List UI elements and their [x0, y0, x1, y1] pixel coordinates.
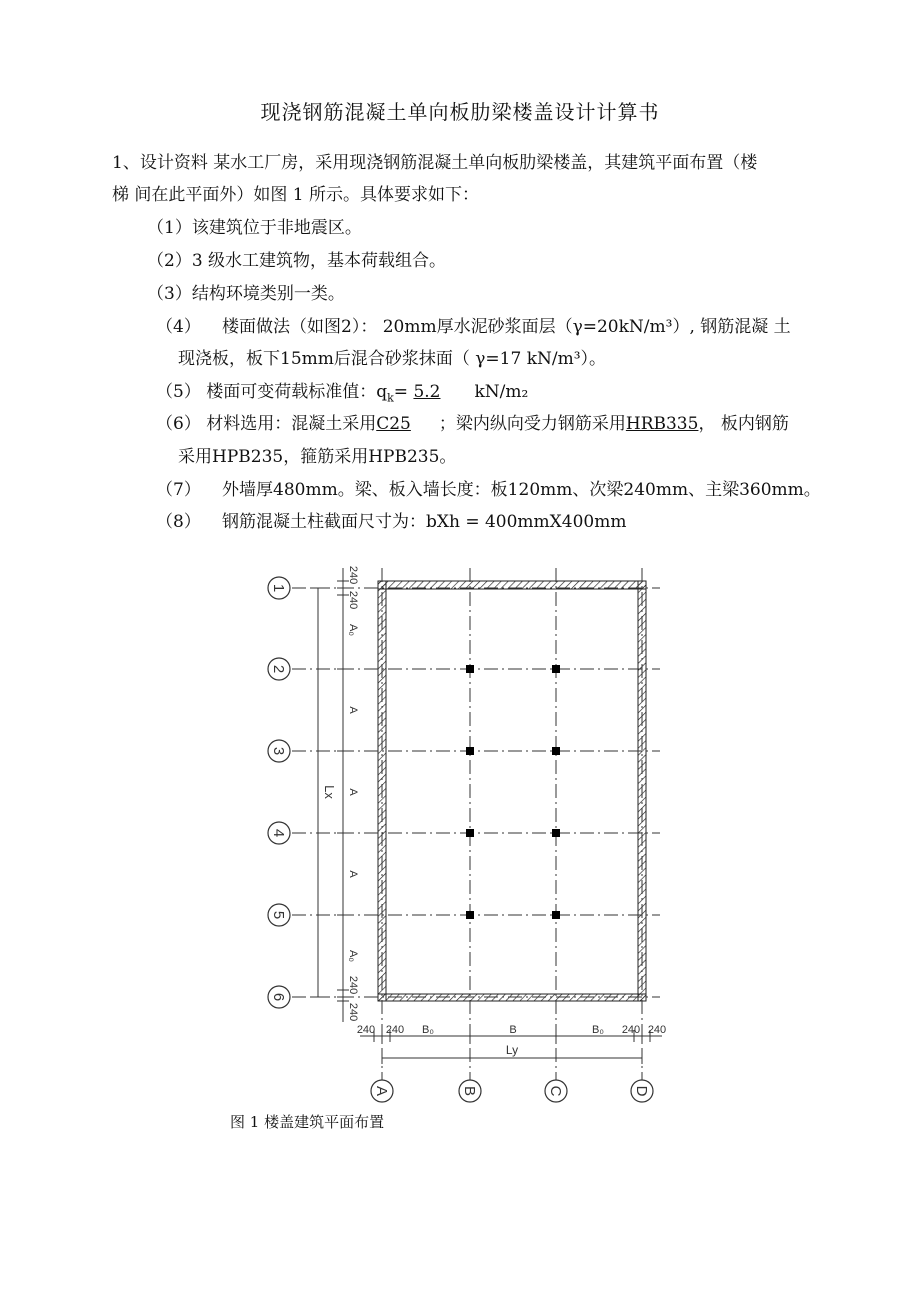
axis-c-label: C	[547, 1085, 564, 1097]
item-8-text: 钢筋混凝土柱截面尺寸为：bXh = 400mmX400mm	[222, 512, 627, 532]
column-b5	[466, 911, 474, 919]
item-5-number: （5）	[156, 382, 201, 402]
item-5-value: 5.2	[413, 382, 441, 402]
item-5-equals: =	[393, 382, 414, 402]
item-6-concrete: C25	[376, 414, 411, 434]
item-8-number: （8）	[156, 512, 201, 532]
item-3: （3）结构环境类别一类。	[147, 284, 345, 304]
axis-1-label: 1	[270, 583, 287, 593]
item-2: （2）3 级水工建筑物，基本荷载组合。	[147, 251, 447, 271]
left-dim-240-top-a: 240	[347, 565, 359, 585]
axis-5-label: 5	[270, 910, 287, 920]
item-6-continued: 采用HPB235，箍筋采用HPB235。	[178, 447, 457, 467]
item-6-mid: ；梁内纵向受力钢筋采用	[438, 414, 626, 434]
intro-line-1: 1、设计资料 某水工厂房，采用现浇钢筋混凝土单向板肋梁楼盖，其建筑平面布置（楼	[112, 153, 758, 173]
bottom-dim-240-right-a: 240	[621, 1024, 641, 1036]
column-c5	[552, 911, 560, 919]
column-axis-markers	[371, 1080, 653, 1102]
column-c2	[552, 665, 560, 673]
item-1: （1）该建筑位于非地震区。	[147, 218, 362, 238]
item-6-post: ， 板内钢筋	[698, 414, 789, 434]
column-b4	[466, 829, 474, 837]
left-dim-a-2: A	[347, 788, 359, 796]
column-grid-lines	[382, 568, 642, 1080]
item-4-number: （4）	[156, 317, 201, 337]
item-7-number: （7）	[156, 480, 201, 500]
column-b3	[466, 747, 474, 755]
axis-3-label: 3	[270, 746, 287, 756]
item-5-unit: kN/m₂	[474, 382, 529, 402]
bottom-dim-240-left-b: 240	[385, 1024, 405, 1036]
left-dim-lx: Lx	[322, 785, 337, 799]
bottom-dim-240-left-a: 240	[356, 1024, 376, 1036]
item-5-subscript: k	[387, 391, 394, 405]
item-5-label: 楼面可变荷载标准值：q	[206, 382, 388, 402]
row-axis-markers	[268, 577, 290, 1008]
left-dim-a-3: A	[347, 870, 359, 878]
axis-d-label: D	[633, 1085, 650, 1097]
bottom-dim-240-right-b: 240	[647, 1024, 667, 1036]
axis-a-label: A	[373, 1085, 390, 1097]
left-dim-a0-top: A₀	[347, 624, 359, 636]
item-4-text: 楼面做法（如图2）： 20mm厚水泥砂浆面层（γ=20kN/m³）, 钢筋混凝 土	[222, 317, 791, 337]
intro-line-2: 梯 间在此平面外）如图 1 所示。具体要求如下：	[112, 185, 480, 205]
column-c4	[552, 829, 560, 837]
item-6-label: 材料选用：混凝土采用	[206, 414, 377, 434]
bottom-dim-b0-left: B₀	[422, 1024, 434, 1036]
axis-b-label: B	[461, 1085, 478, 1097]
item-7-text: 外墙厚480mm。梁、板入墙长度：板120mm、次梁240mm、主梁360mm。	[222, 480, 821, 500]
columns	[466, 665, 560, 919]
bottom-dim-ly: Ly	[505, 1043, 519, 1057]
left-dim-a0-bottom: A₀	[347, 950, 359, 962]
left-dim-240-bottom-b: 240	[347, 1002, 359, 1022]
column-b2	[466, 665, 474, 673]
item-4-continued: 现浇板，板下15mm后混合砂浆抹面（ γ=17 kN/m³）。	[178, 349, 607, 369]
figure-caption: 图 1 楼盖建筑平面布置	[230, 1113, 385, 1131]
axis-6-label: 6	[270, 992, 287, 1002]
left-dim-240-top-b: 240	[347, 590, 359, 610]
item-6-steel: HRB335	[625, 414, 699, 434]
left-dim-a-1: A	[347, 706, 359, 714]
item-6-number: （6）	[156, 414, 201, 434]
axis-4-label: 4	[270, 828, 287, 838]
outer-walls	[378, 581, 646, 1001]
axis-2-label: 2	[270, 664, 287, 674]
bottom-dim-b0-right: B₀	[592, 1024, 604, 1036]
column-c3	[552, 747, 560, 755]
left-dim-240-bottom-a: 240	[347, 975, 359, 995]
bottom-dim-b: B	[509, 1024, 517, 1036]
page-title: 现浇钢筋混凝土单向板肋梁楼盖设计计算书	[260, 100, 660, 124]
